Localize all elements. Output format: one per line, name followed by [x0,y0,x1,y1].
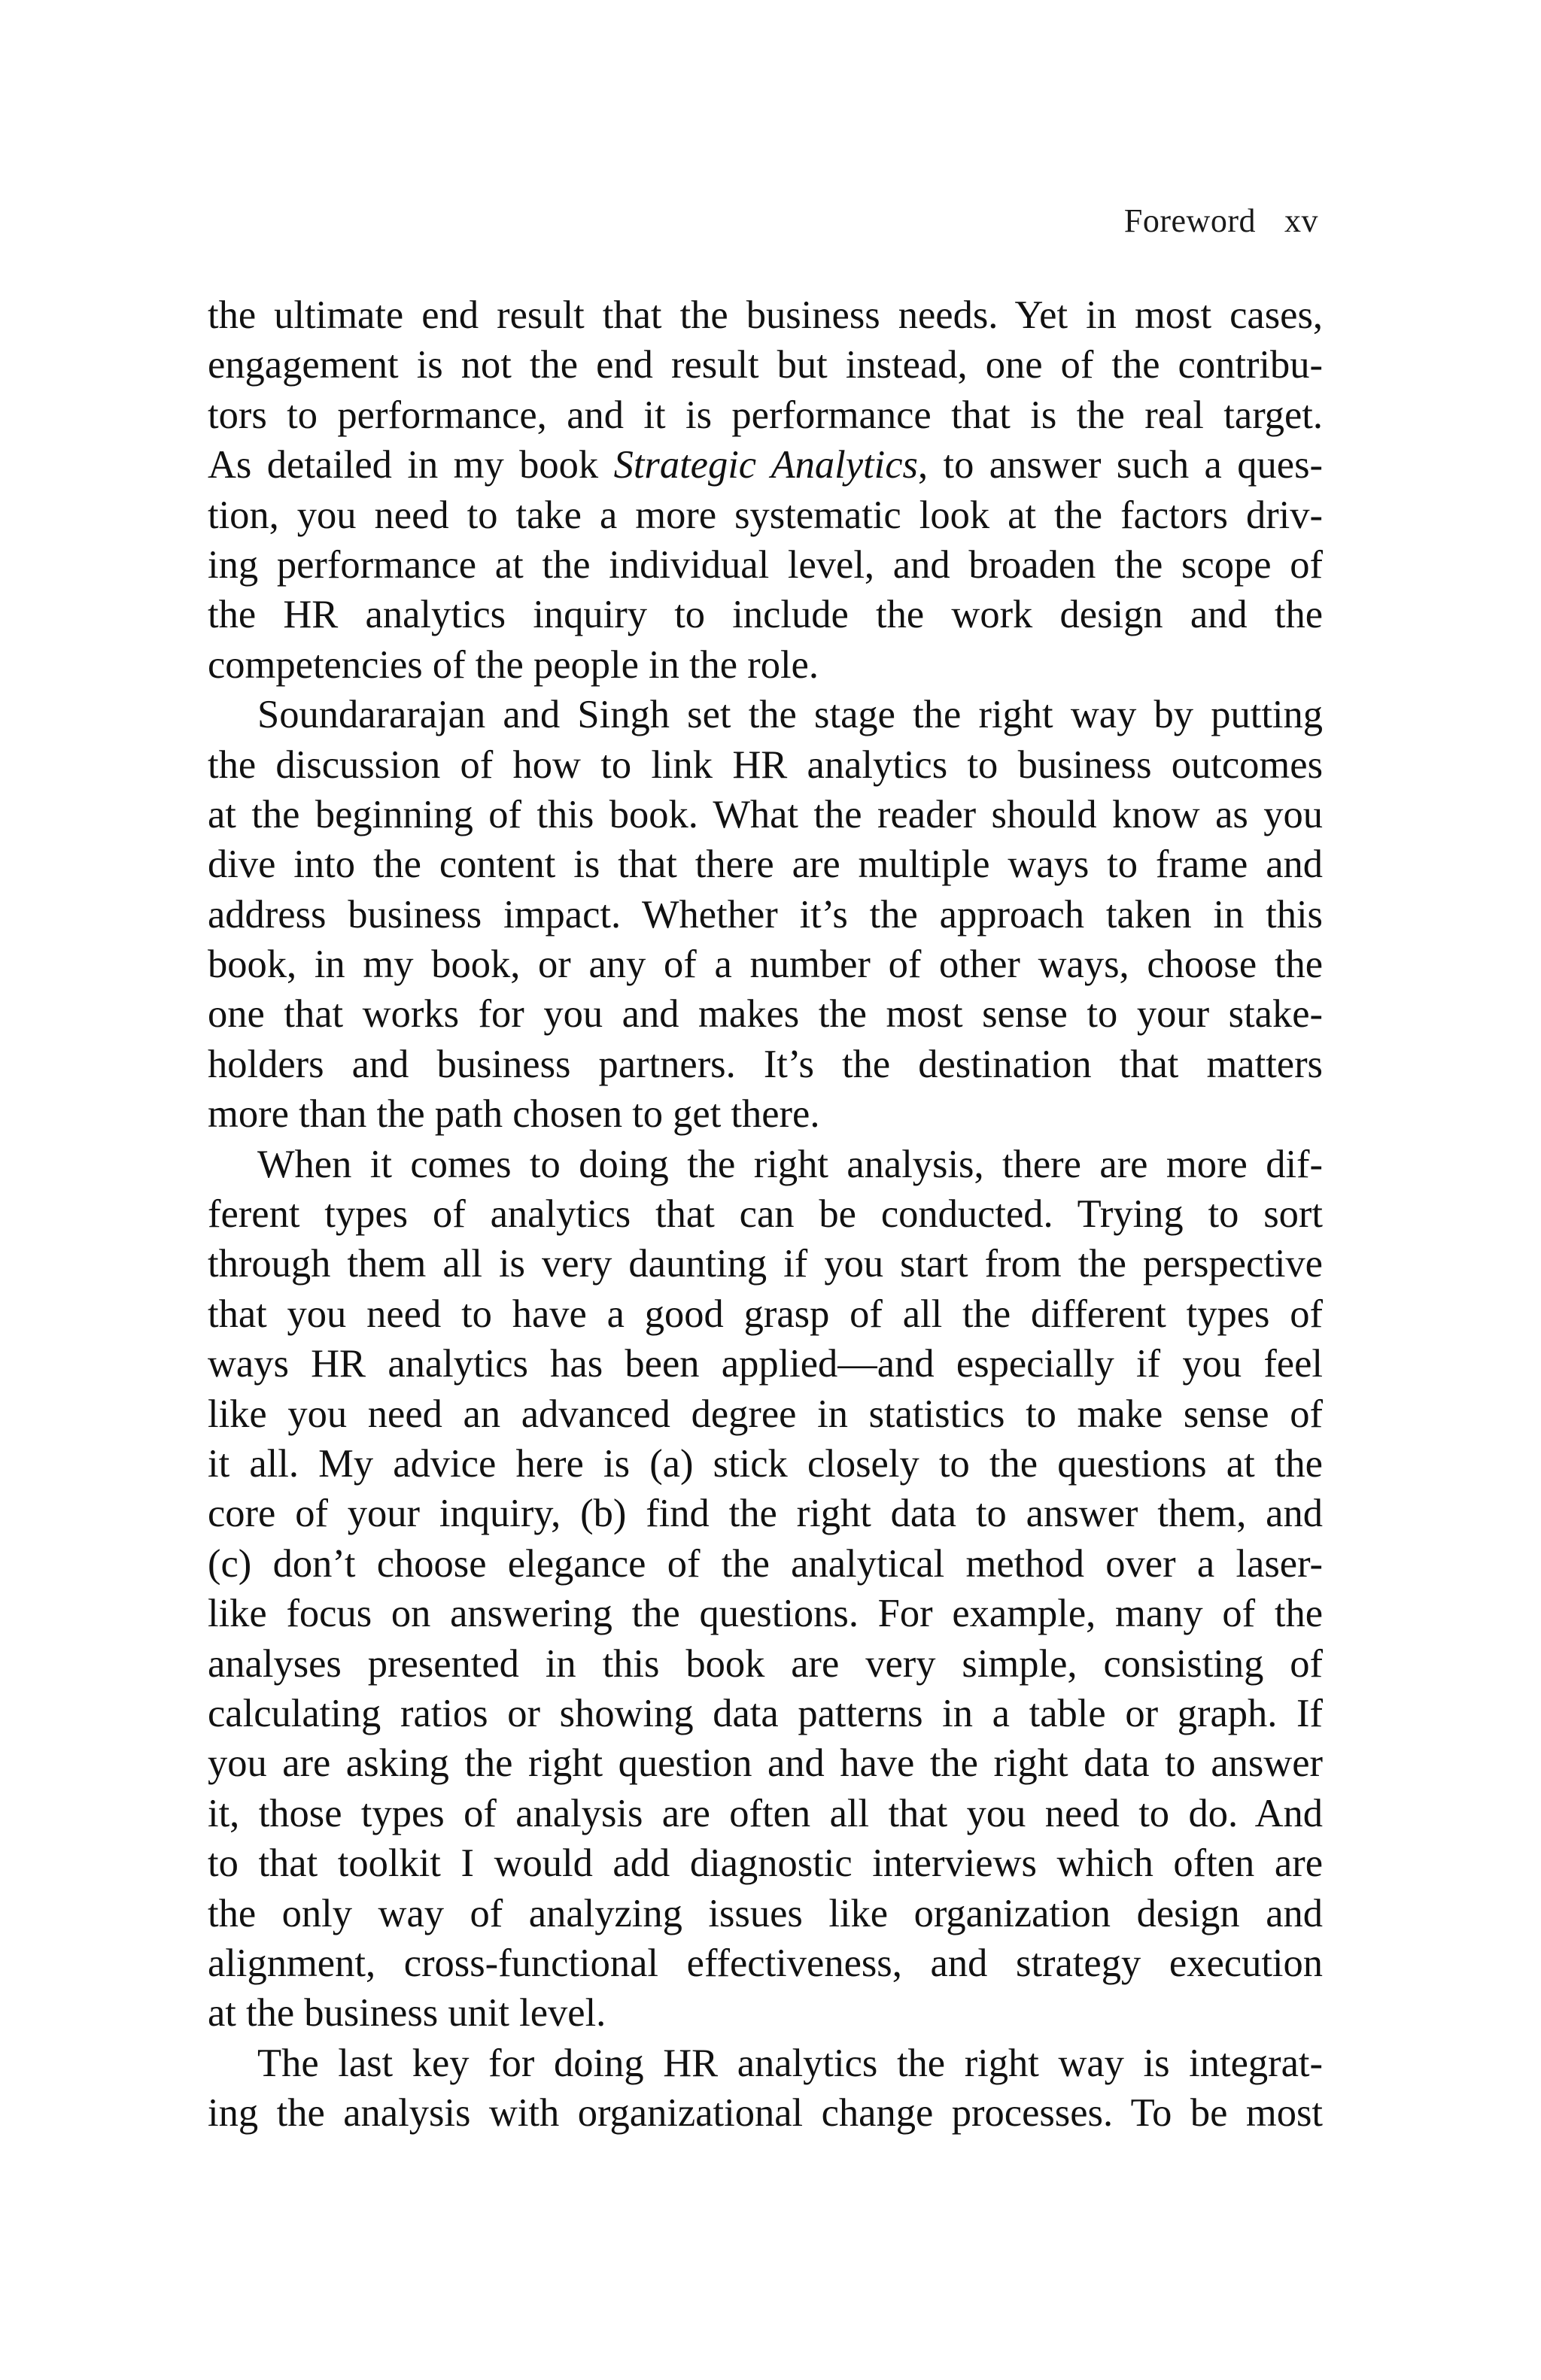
book-title-italic: Strategic Analytics [613,443,918,487]
text-line: the ultimate end result that the business needs. Yet in most cases, [208,293,1323,337]
text-line: ing performance at the individual level, and broaden the scope of [208,542,1323,587]
text-line: ferent types of analytics that can be conducted. Trying to sort [208,1192,1323,1237]
page-number: xv [1284,202,1318,239]
paragraph [208,2038,1323,2139]
text-line: it all. My advice here is (a) stick closely to the questions at the [208,1441,1323,1486]
text-line: alignment, cross-functional effectiveness, and strategy execution [208,1941,1323,1985]
text-line: Soundararajan and Singh set the stage the right way by putting [257,693,1323,737]
text-line: one that works for you and makes the most sense to your stake- [208,992,1323,1037]
text-line: dive into the content is that there are multiple ways to frame and [208,842,1323,887]
text-line: calculating ratios or showing data patterns in a table or graph. If [208,1691,1323,1735]
text-line: the only way of analyzing issues like organization design and [208,1891,1323,1935]
text-line: more than the path chosen to get there. [208,1092,820,1137]
text-line: like you need an advanced degree in statistics to make sense of [208,1392,1323,1436]
text-line: As detailed in my book Strategic Analytics, to answer such a ques- [208,443,1323,487]
text-line: engagement is not the end result but instead, one of the contribu- [208,343,1323,387]
text-line: When it comes to doing the right analysis, there are more dif- [257,1142,1323,1186]
text-line: the discussion of how to link HR analytics to business outcomes [208,742,1323,787]
text-line: (c) don’t choose elegance of the analytical method over a laser- [208,1541,1323,1586]
text-line: ways HR analytics has been applied—and especially if you feel [208,1342,1323,1386]
text-line: tors to performance, and it is performance that is the real target. [208,393,1323,437]
text-line: core of your inquiry, (b) find the right data to answer them, and [208,1492,1323,1536]
text-line: the HR analytics inquiry to include the work design and the [208,593,1323,637]
text-line: ing the analysis with organizational change processes. To be most [208,2091,1323,2136]
text-line: The last key for doing HR analytics the right way is integrat- [257,2041,1323,2085]
text-line: tion, you need to take a more systematic look at the factors driv- [208,493,1323,537]
running-head-title: Foreword [1123,202,1256,239]
text-line: at the business unit level. [208,1991,606,2035]
running-head [1124,202,1318,240]
text-line: competencies of the people in the role. [208,642,819,687]
paragraph [208,290,1323,690]
text-line: that you need to have a good grasp of all the different types of [208,1292,1323,1336]
text-line: you are asking the right question and have the right data to answer [208,1741,1323,1786]
text-line: like focus on answering the questions. For example, many of the [208,1592,1323,1636]
text-line: to that toolkit I would add diagnostic interviews which often are [208,1841,1323,1886]
text-line: analyses presented in this book are very simple, consisting of [208,1641,1323,1686]
text-line: at the beginning of this book. What the reader should know as you [208,792,1323,836]
text-line: address business impact. Whether it’s the approach taken in this [208,892,1323,937]
text-line: book, in my book, or any of a number of other ways, choose the [208,943,1323,987]
paragraph [208,690,1323,1140]
text-line: through them all is very daunting if you start from the perspective [208,1242,1323,1286]
body-text [208,290,1323,2138]
text-line: it, those types of analysis are often all that you need to do. And [208,1791,1323,1835]
paragraph [208,1140,1323,2038]
text-line: holders and business partners. It’s the destination that matters [208,1042,1323,1086]
